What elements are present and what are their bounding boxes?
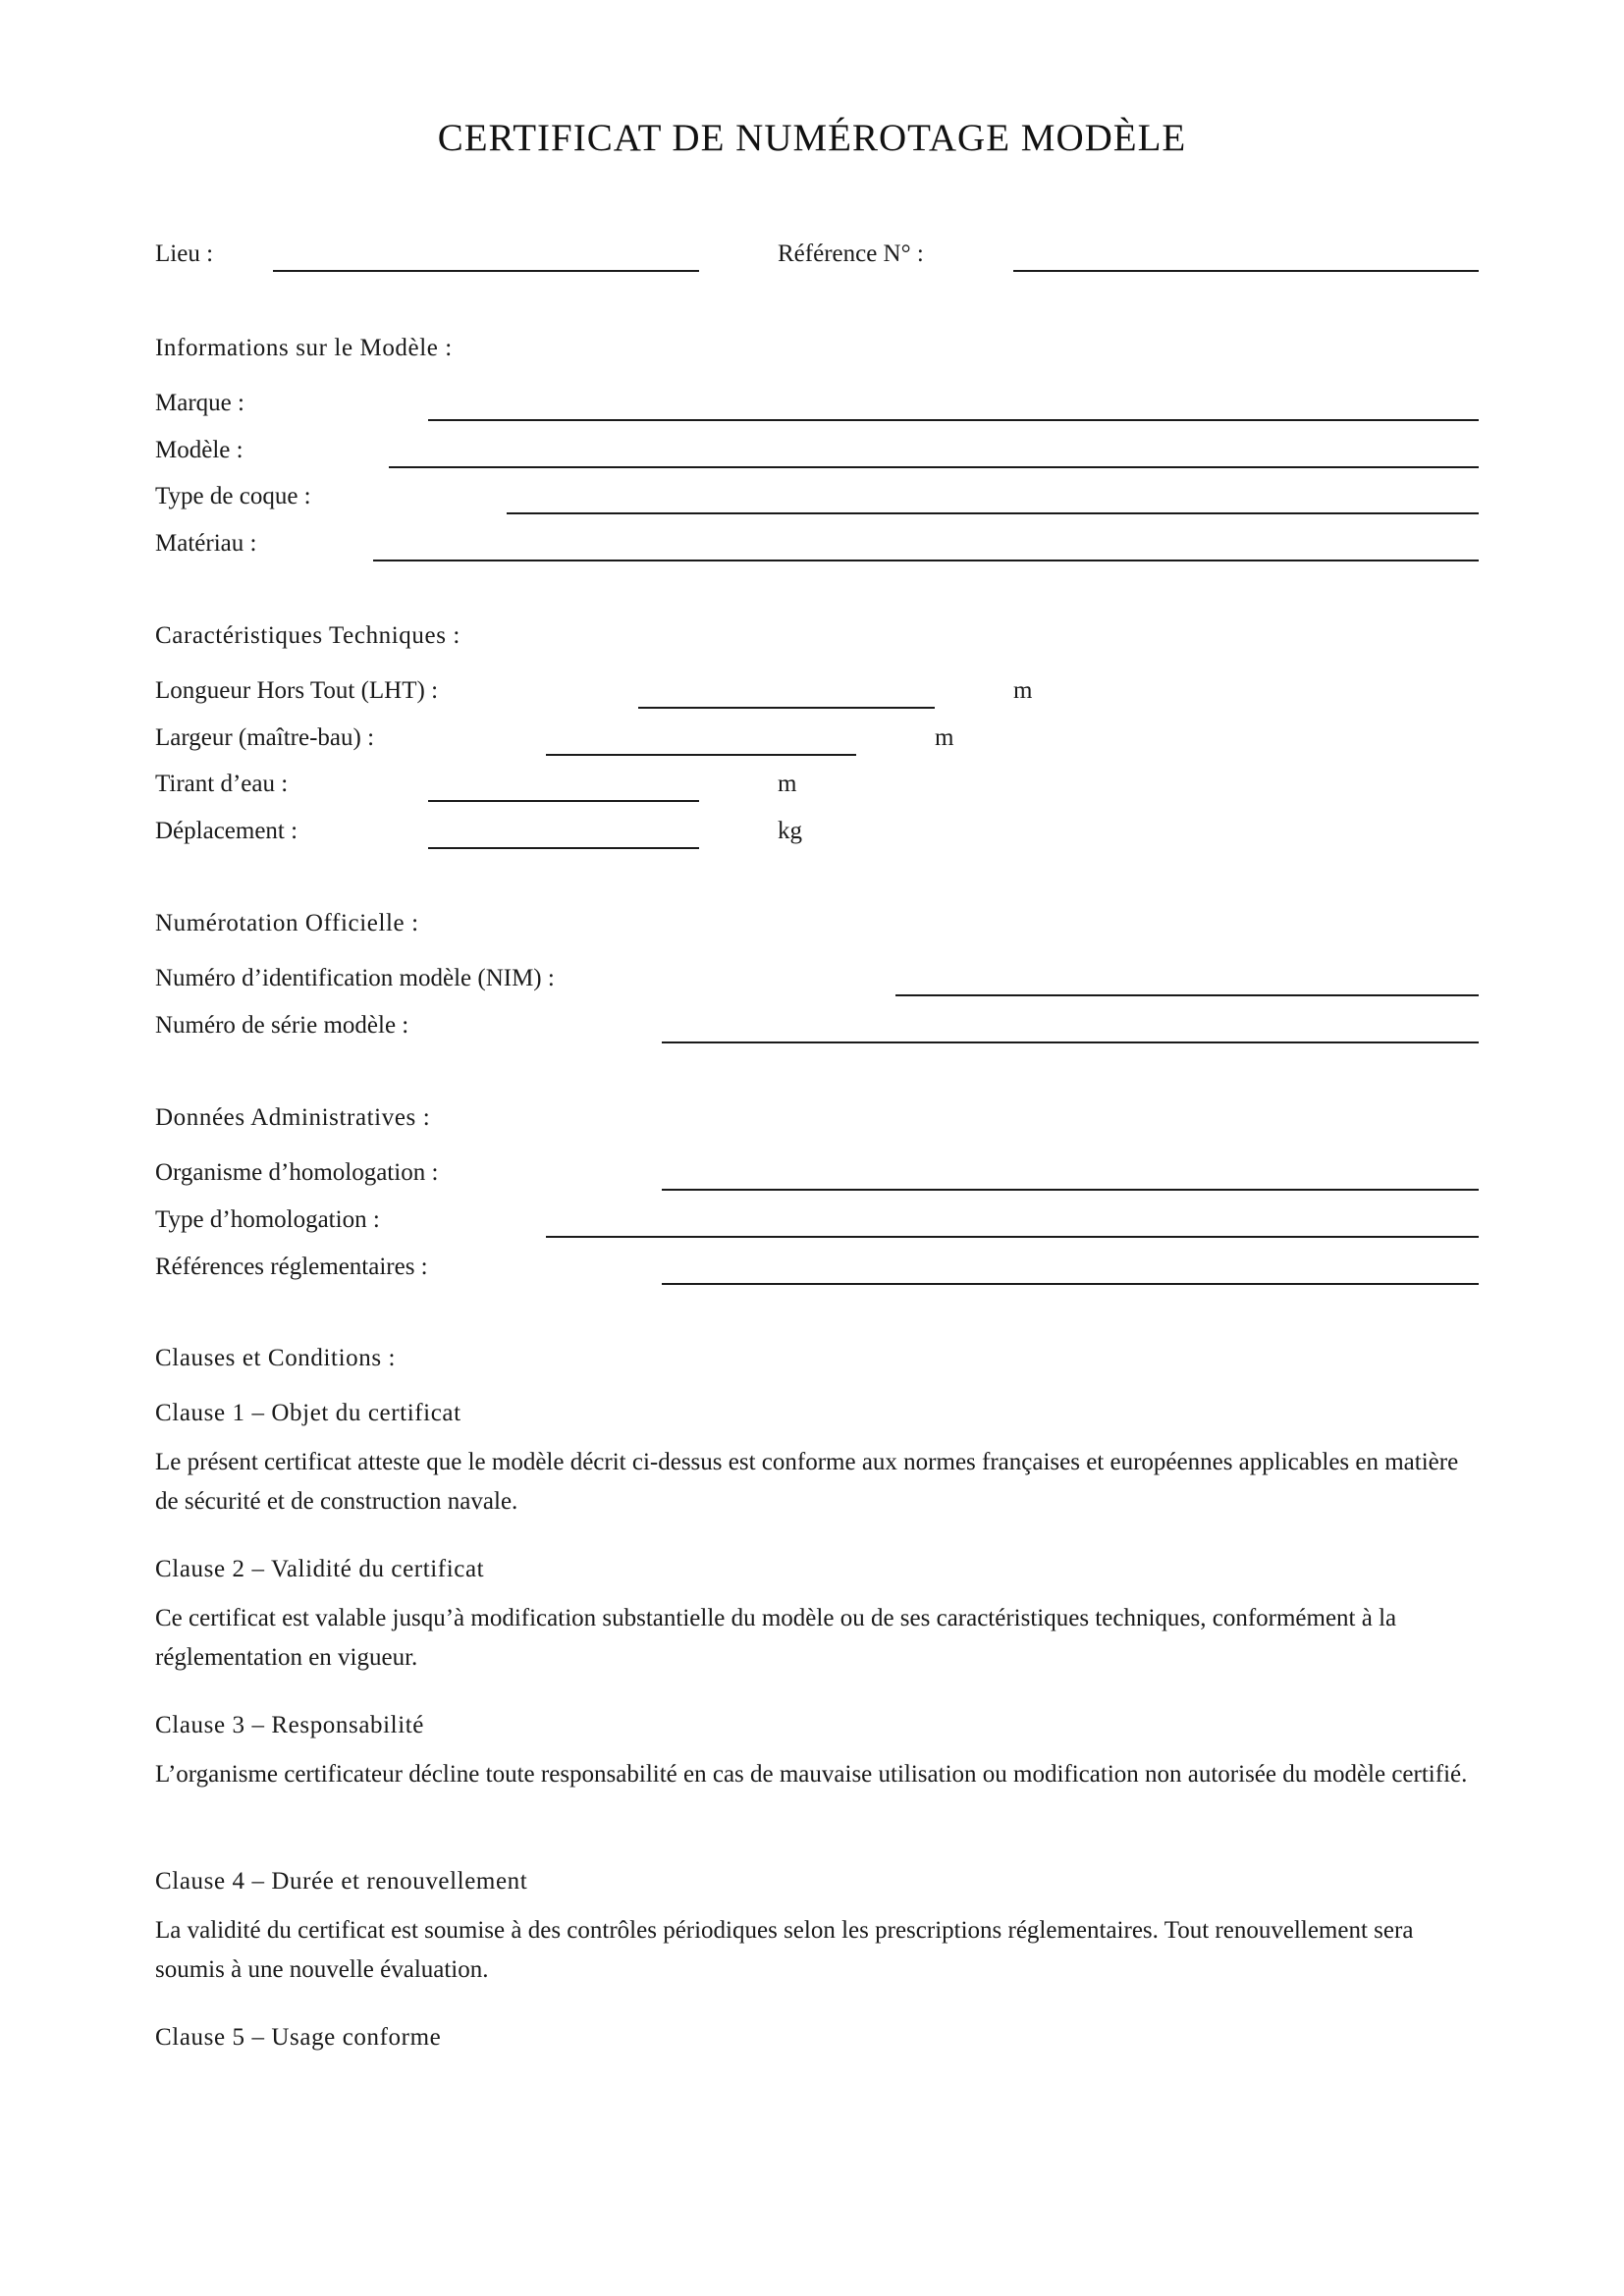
modele-section-heading: Informations sur le Modèle :: [155, 335, 453, 361]
clause-3-title: Clause 3 – Responsabilité: [155, 1712, 424, 1738]
technique-section-heading: Caractéristiques Techniques :: [155, 622, 460, 649]
modele-field[interactable]: [389, 466, 1479, 468]
largeur-label: Largeur (maître-bau) :: [155, 724, 375, 751]
modele-label: Modèle :: [155, 437, 244, 463]
deplacement-field[interactable]: [428, 847, 699, 849]
clause-2-title: Clause 2 – Validité du certificat: [155, 1556, 485, 1582]
lht-unit: m: [1013, 677, 1033, 704]
lht-label: Longueur Hors Tout (LHT) :: [155, 677, 439, 704]
clause-4-title: Clause 4 – Durée et renouvellement: [155, 1868, 528, 1895]
organisme-homologation-label: Organisme d’homologation :: [155, 1159, 439, 1186]
largeur-unit: m: [935, 724, 954, 751]
lieu-label: Lieu :: [155, 240, 214, 267]
clause-3-text: L’organisme certificateur décline toute responsabilité en cas de mauvaise utilisation ou modification non autorisée du modèle certifié.: [155, 1761, 1468, 1788]
deplacement-unit: kg: [778, 818, 802, 844]
clause-2-text: Ce certificat est valable jusqu’à modification substantielle du modèle ou de ses caractéristiques techniques, conformément à la réglementation en vigueur.: [155, 1605, 1397, 1671]
reference-label: Référence N° :: [778, 240, 924, 267]
clause-5-title: Clause 5 – Usage conforme: [155, 2024, 442, 2051]
tirant-eau-field[interactable]: [428, 800, 699, 802]
materiau-label: Matériau :: [155, 530, 257, 557]
clauses-section-heading: Clauses et Conditions :: [155, 1345, 397, 1371]
lieu-field[interactable]: [273, 270, 699, 272]
type-coque-label: Type de coque :: [155, 483, 311, 509]
materiau-field[interactable]: [373, 560, 1479, 561]
tirant-eau-unit: m: [778, 771, 797, 797]
document-title: CERTIFICAT DE NUMÉROTAGE MODÈLE: [437, 117, 1187, 159]
numero-serie-label: Numéro de série modèle :: [155, 1012, 409, 1039]
lht-field[interactable]: [638, 707, 935, 709]
references-reglementaires-field[interactable]: [662, 1283, 1479, 1285]
references-reglementaires-label: Références réglementaires :: [155, 1254, 428, 1280]
numero-serie-field[interactable]: [662, 1041, 1479, 1043]
reference-field[interactable]: [1013, 270, 1479, 272]
nim-label: Numéro d’identification modèle (NIM) :: [155, 965, 555, 991]
clause-1-text: Le présent certificat atteste que le modèle décrit ci-dessus est conforme aux normes françaises et européennes applicables en matière de sécurité et de construction navale.: [155, 1449, 1459, 1515]
tirant-eau-label: Tirant d’eau :: [155, 771, 289, 797]
type-coque-field[interactable]: [507, 512, 1479, 514]
deplacement-label: Déplacement :: [155, 818, 298, 844]
clause-4-text: La validité du certificat est soumise à des contrôles périodiques selon les prescriptions réglementaires. Tout renouvellement sera soumis à une nouvelle évaluation.: [155, 1917, 1414, 1983]
largeur-field[interactable]: [546, 754, 856, 756]
type-homologation-label: Type d’homologation :: [155, 1206, 380, 1233]
type-homologation-field[interactable]: [546, 1236, 1479, 1238]
administratif-section-heading: Données Administratives :: [155, 1104, 431, 1131]
marque-field[interactable]: [428, 419, 1479, 421]
numerotation-section-heading: Numérotation Officielle :: [155, 910, 419, 936]
clause-1-title: Clause 1 – Objet du certificat: [155, 1400, 461, 1426]
nim-field[interactable]: [895, 994, 1479, 996]
organisme-homologation-field[interactable]: [662, 1189, 1479, 1191]
marque-label: Marque :: [155, 390, 244, 416]
